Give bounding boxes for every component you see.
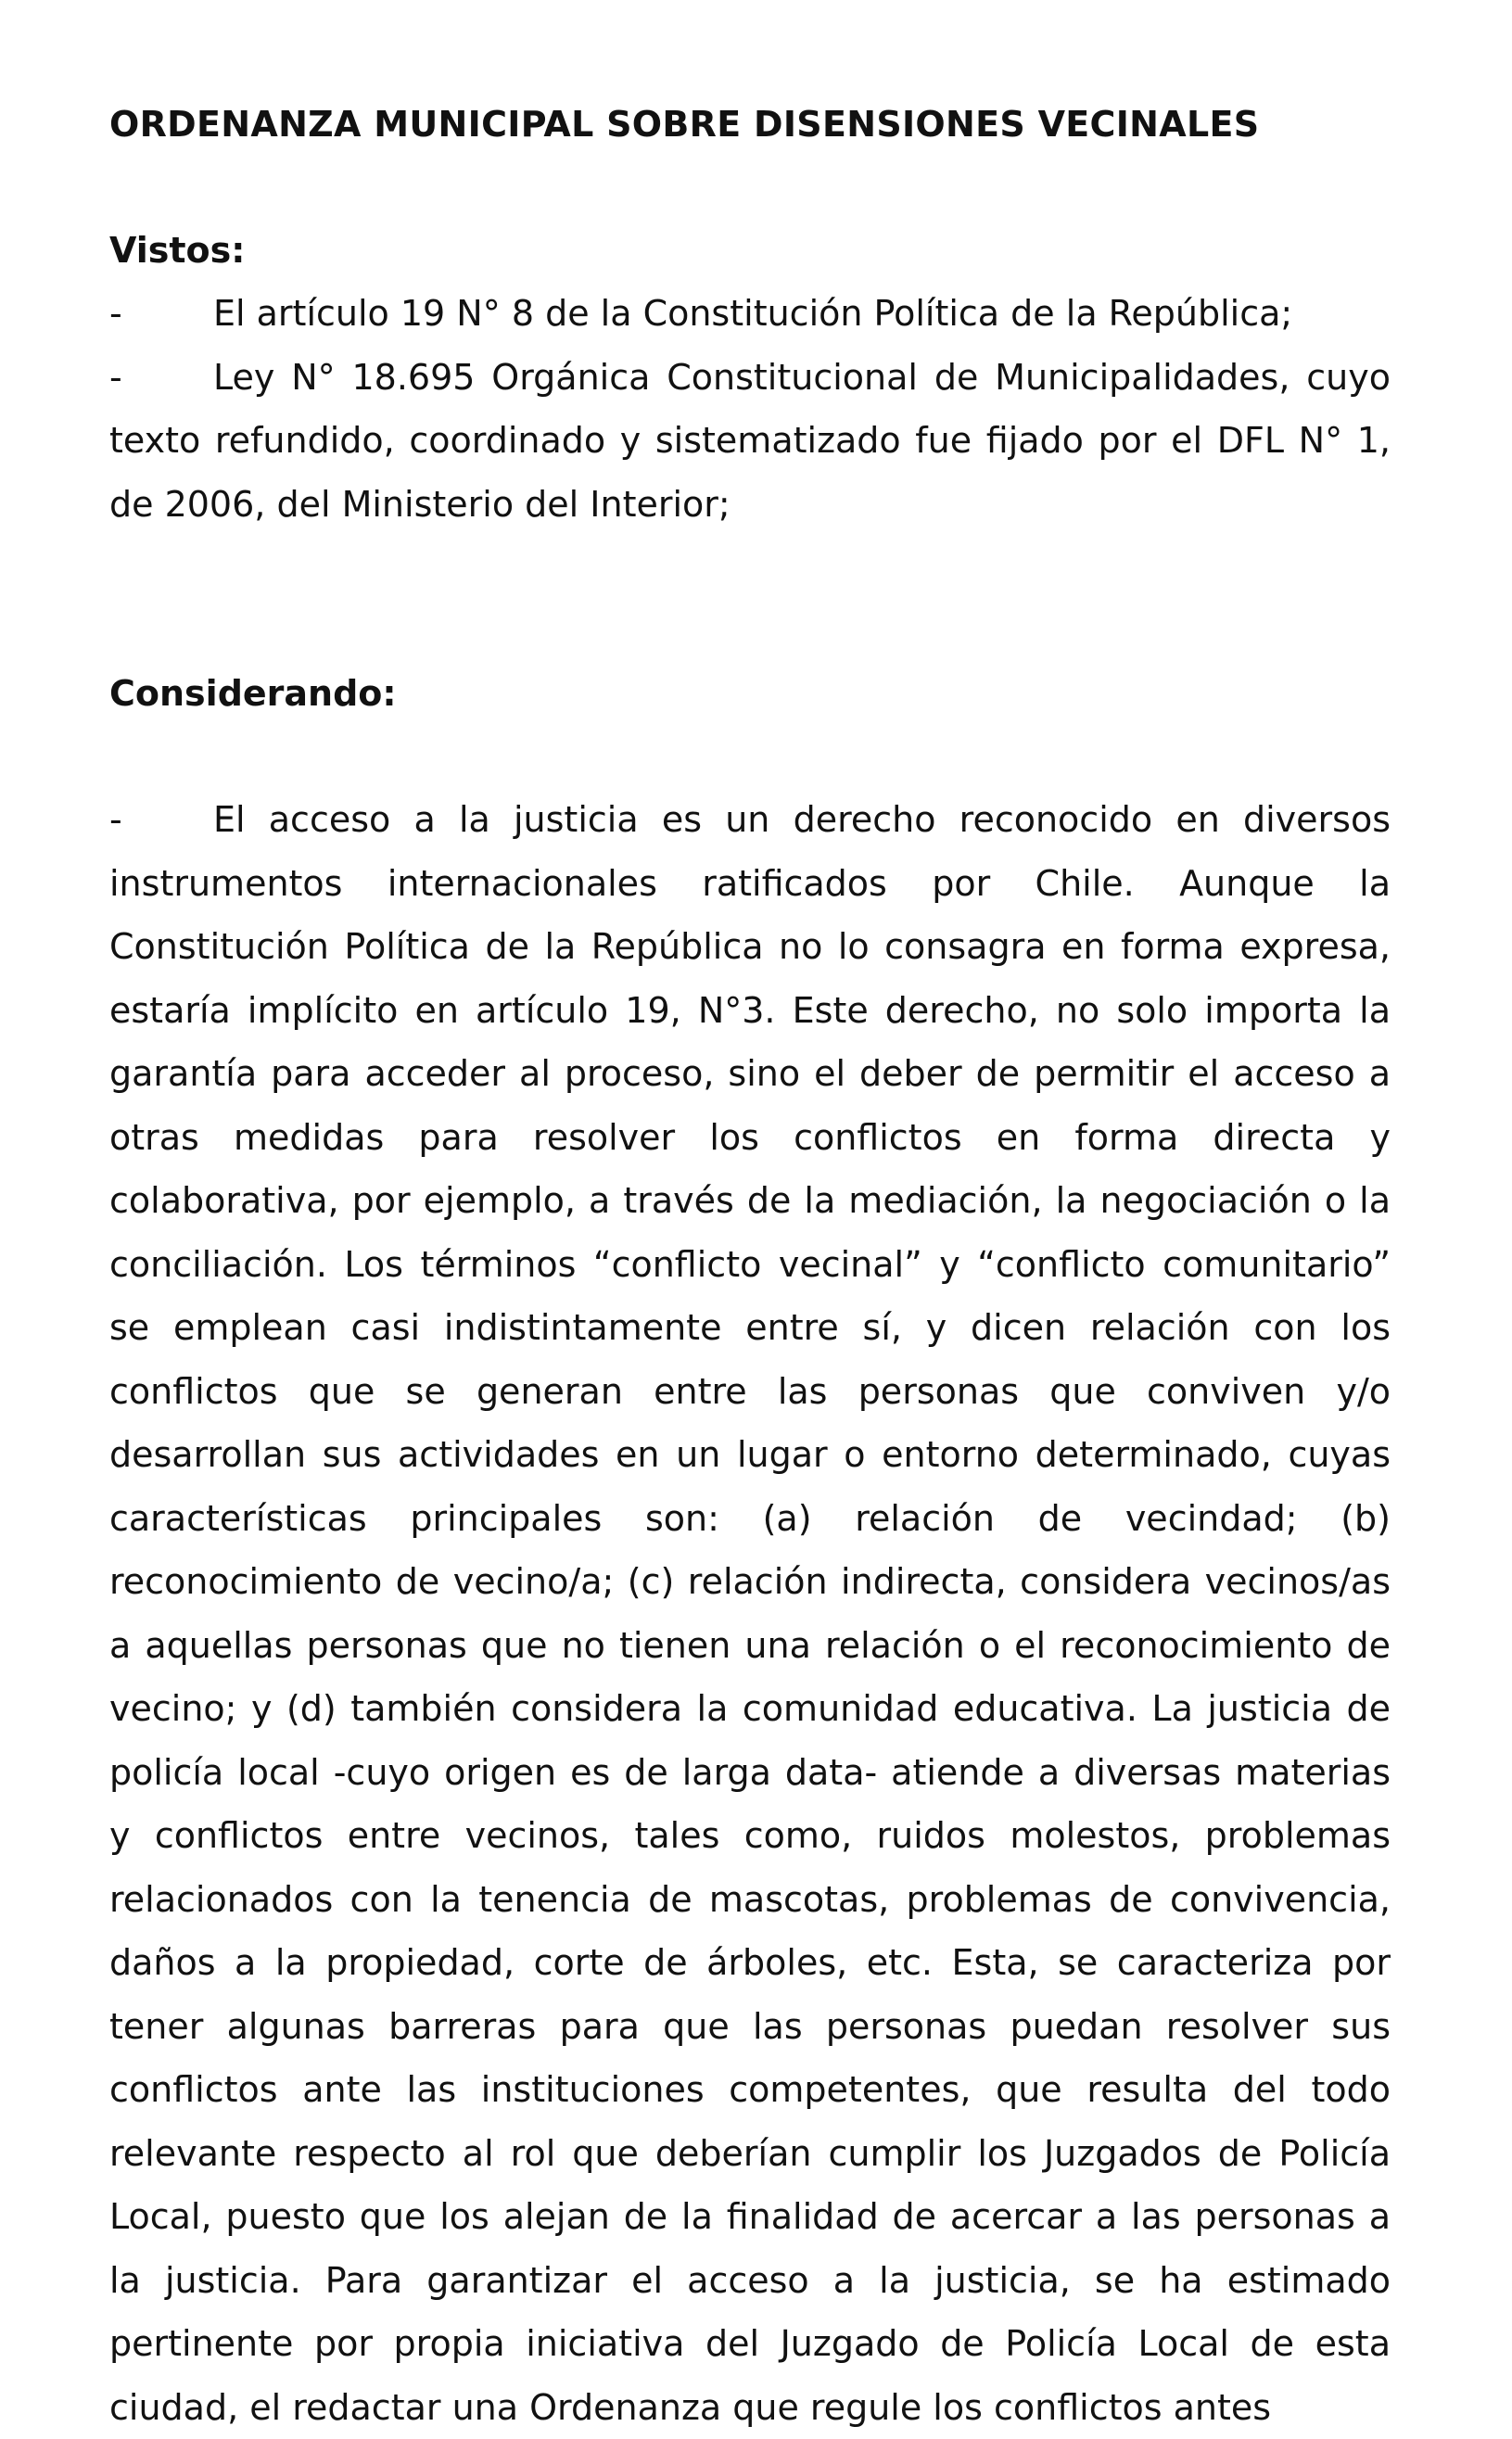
list-dash: - [109,293,122,334]
spacer [109,599,1391,662]
spacer [109,725,1391,788]
vistos-item-text: Ley N° 18.695 Orgánica Constitucional de Municipalidades, cuyo texto refundido, coordinado y sistematizado fue fijado por el DFL N° 1, de 2006, del Ministerio del Interior; [109,356,1391,525]
document-page [109,93,1391,2439]
list-dash: - [109,799,122,840]
spacer [109,536,1391,599]
vistos-item [109,346,1391,537]
considerando-section [109,662,1391,2439]
vistos-item-text: El artículo 19 N° 8 de la Constitución Política de la República; [213,293,1293,334]
considerando-heading: Considerando: [109,673,397,714]
vistos-section [109,219,1391,536]
vistos-heading: Vistos: [109,230,246,271]
vistos-item [109,282,1391,346]
considerando-item-text: El acceso a la justicia es un derecho reconocido en diversos instrumentos internacionales ratificados por Chile. Aunque la Constitución Política de la República no lo consagra en forma expresa, estaría implícito en artículo 19, N°3. Este derecho, no solo importa la garantía para acceder al proceso, sino el deber de permitir el acceso a otras medidas para resolver los conflictos en forma directa y colaborativa, por ejemplo, a través de la mediación, la negociación o la conciliación. Los términos “conflicto vecinal” y “conflicto comunitario” se emplean casi indistintamente entre sí, y dicen relación con los conflictos que se generan entre las personas que conviven y/o desarrollan sus actividades en un lugar o entorno determinado, cuyas características principales son: (a) relación de vecindad; (b) reconocimiento de vecino/a; (c) relación indirecta, considera vecinos/as a aquellas personas que no tienen una relación o el reconocimiento de vecino; y (d) también considera la comunidad educativa. La justicia de policía local -cuyo origen es de larga data- atiende a diversas materias y conflictos entre vecinos, tales como, ruidos molestos, problemas relacionados con la tenencia de mascotas, problemas de convivencia, daños a la propiedad, corte de árboles, etc. Esta, se caracteriza por tener algunas barreras para que las personas puedan resolver sus conflictos ante las instituciones competentes, que resulta del todo relevante respecto al rol que deberían cumplir los Juzgados de Policía Local, puesto que los alejan de la finalidad de acercar a las personas a la justicia. Para garantizar el acceso a la justicia, se ha estimado pertinente por propia iniciativa del Juzgado de Policía Local de esta ciudad, el redactar una Ordenanza que regule los conflictos antes [109,799,1391,2428]
list-dash: - [109,356,122,398]
document-title: ORDENANZA MUNICIPAL SOBRE DISENSIONES VECINALES [109,104,1260,145]
considerando-item [109,788,1391,2439]
vistos-list [109,282,1391,536]
considerando-list [109,788,1391,2439]
